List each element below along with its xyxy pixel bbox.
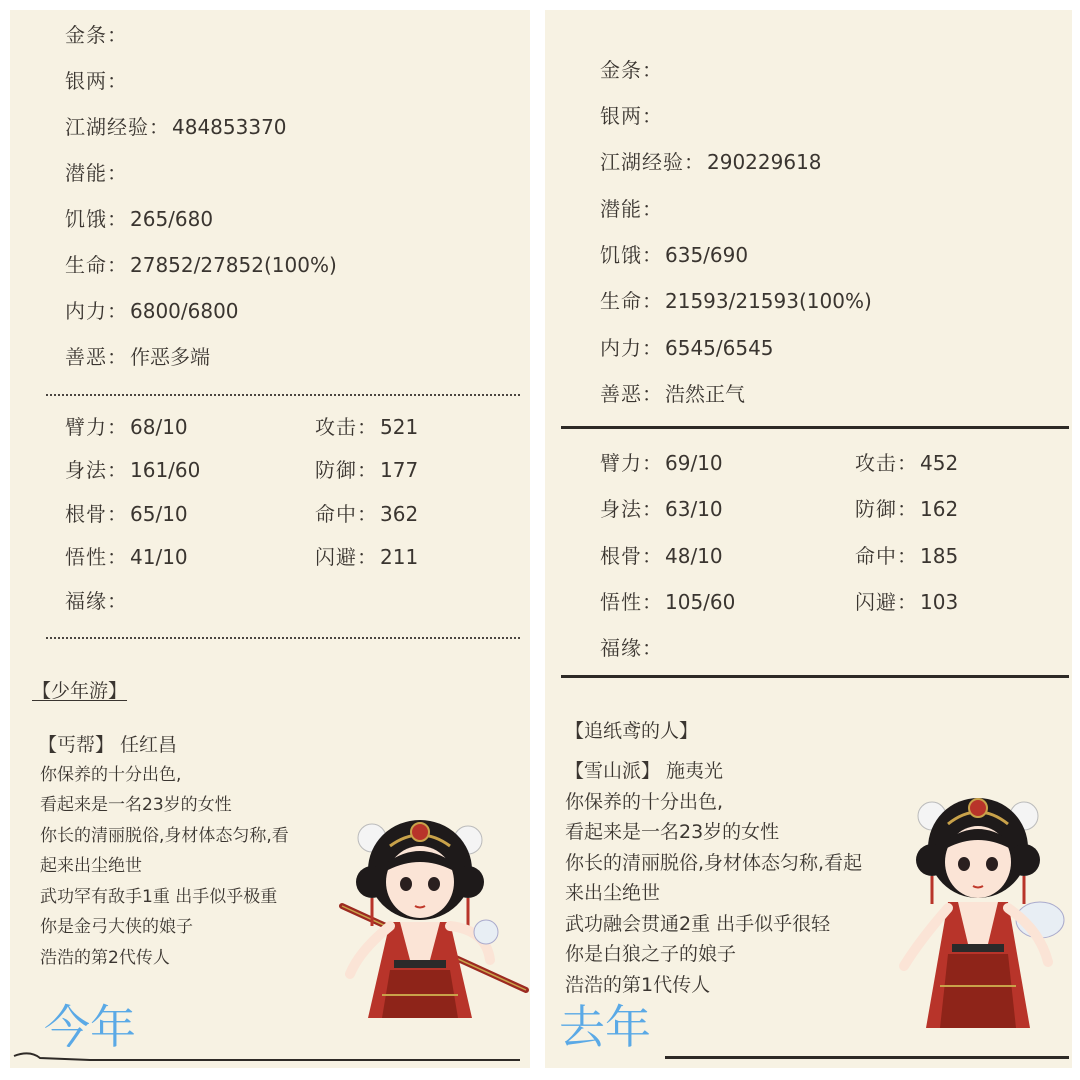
experience-label: 江湖经验： [65,115,170,139]
defense-label: 防御： [315,458,378,482]
experience-row [600,149,822,175]
hunger-label: 饥饿： [600,243,663,267]
description-line: 武功融会贯通2重 出手似乎很轻 [565,913,831,935]
accuracy-value: 362 [380,502,419,526]
gold-bars-label: 金条： [65,23,128,47]
attack-label: 攻击： [315,415,378,439]
attack-value: 521 [380,415,419,439]
agility-label: 身法： [65,458,128,482]
hunger-label: 饥饿： [65,207,128,231]
strength-value: 68/10 [130,415,188,439]
morality-value: 作恶多端 [130,345,210,369]
description-line: 浩浩的第2代传人 [40,948,170,968]
agility-label: 身法： [600,497,663,521]
evasion-label: 闪避： [855,590,918,614]
fortune-row [65,588,130,614]
accuracy-value: 185 [920,544,959,568]
year-caption: 今年 [44,1000,136,1054]
solid-divider [561,675,1069,678]
strength-value: 69/10 [665,451,723,475]
last-year-profile-panel [545,10,1072,1068]
morality-label: 善恶： [65,345,128,369]
section-title: 【少年游】 [32,680,128,702]
description-line: 你长的清丽脱俗,身材体态匀称,看 [40,826,289,846]
comprehension-label: 悟性： [65,545,128,569]
constitution-row [600,543,723,569]
health-value: 21593/21593(100%) [665,289,872,313]
accuracy-label: 命中： [855,544,918,568]
accuracy-row [315,501,418,527]
sect-name: 【雪山派】 施夷光 [565,760,724,782]
evasion-value: 211 [380,545,419,569]
description-line: 你长的清丽脱俗,身材体态匀称,看起 [565,852,863,874]
hunger-row [600,242,748,268]
health-label: 生命： [65,253,128,277]
dotted-divider [46,394,520,396]
description-line: 浩浩的第1代传人 [565,974,711,996]
solid-divider [665,1056,1069,1059]
this-year-profile-panel [10,10,530,1068]
fortune-label: 福缘： [600,636,663,660]
defense-row [855,496,958,522]
silver-row [600,103,665,129]
evasion-value: 103 [920,590,959,614]
strength-row [65,414,188,440]
attack-label: 攻击： [855,451,918,475]
health-row [65,252,337,278]
strength-row [600,450,723,476]
morality-value: 浩然正气 [665,382,745,406]
morality-row [65,344,210,370]
constitution-label: 根骨： [600,544,663,568]
agility-value: 63/10 [665,497,723,521]
character-avatar [330,810,530,1020]
constitution-label: 根骨： [65,502,128,526]
constitution-value: 65/10 [130,502,188,526]
experience-value: 484853370 [172,115,287,139]
brush-stroke-divider [10,1048,530,1068]
silver-row [65,68,130,94]
solid-divider [561,426,1069,429]
defense-value: 162 [920,497,959,521]
silver-label: 银两： [600,104,663,128]
accuracy-row [855,543,958,569]
year-caption: 去年 [559,1000,651,1054]
agility-row [65,457,200,483]
agility-value: 161/60 [130,458,201,482]
comprehension-value: 105/60 [665,590,736,614]
gold-bars-row [600,57,665,83]
description-line: 来出尘绝世 [565,882,661,904]
description-line: 你保养的十分出色, [565,791,724,813]
description-line: 起来出尘绝世 [40,856,142,876]
hunger-value: 635/690 [665,243,749,267]
description-line: 你是白狼之子的娘子 [565,943,737,965]
comprehension-row [600,589,735,615]
strength-label: 臂力： [65,415,128,439]
health-label: 生命： [600,289,663,313]
attack-row [315,414,418,440]
agility-row [600,496,723,522]
health-row [600,288,872,314]
morality-label: 善恶： [600,382,663,406]
gold-bars-row [65,22,130,48]
internal-energy-value: 6545/6545 [665,336,774,360]
description-line: 你保养的十分出色, [40,765,182,785]
comprehension-row [65,544,188,570]
strength-label: 臂力： [600,451,663,475]
experience-label: 江湖经验： [600,150,705,174]
accuracy-label: 命中： [315,502,378,526]
gold-bars-label: 金条： [600,58,663,82]
character-avatar [890,780,1070,1030]
description-line: 看起来是一名23岁的女性 [40,795,232,815]
fortune-label: 福缘： [65,589,128,613]
comprehension-label: 悟性： [600,590,663,614]
evasion-row [315,544,418,570]
defense-label: 防御： [855,497,918,521]
constitution-row [65,501,188,527]
experience-value: 290229618 [707,150,822,174]
comprehension-value: 41/10 [130,545,188,569]
silver-label: 银两： [65,69,128,93]
potential-row [600,196,665,222]
section-title: 【追纸鸢的人】 [565,720,699,742]
experience-row [65,114,287,140]
fortune-row [600,635,665,661]
internal-energy-row [65,298,239,324]
defense-value: 177 [380,458,419,482]
internal-energy-label: 内力： [65,299,128,323]
hunger-row [65,206,213,232]
internal-energy-row [600,335,774,361]
health-value: 27852/27852(100%) [130,253,337,277]
evasion-label: 闪避： [315,545,378,569]
potential-label: 潜能： [65,161,128,185]
internal-energy-value: 6800/6800 [130,299,239,323]
evasion-row [855,589,958,615]
dotted-divider [46,637,520,639]
attack-value: 452 [920,451,959,475]
potential-label: 潜能： [600,197,663,221]
defense-row [315,457,418,483]
potential-row [65,160,130,186]
description-line: 武功罕有敌手1重 出手似乎极重 [40,887,278,907]
internal-energy-label: 内力： [600,336,663,360]
description-line: 你是金弓大侠的娘子 [40,917,193,937]
constitution-value: 48/10 [665,544,723,568]
attack-row [855,450,958,476]
description-line: 看起来是一名23岁的女性 [565,821,780,843]
morality-row [600,381,745,407]
sect-name: 【丐帮】 任红昌 [38,734,178,756]
hunger-value: 265/680 [130,207,214,231]
